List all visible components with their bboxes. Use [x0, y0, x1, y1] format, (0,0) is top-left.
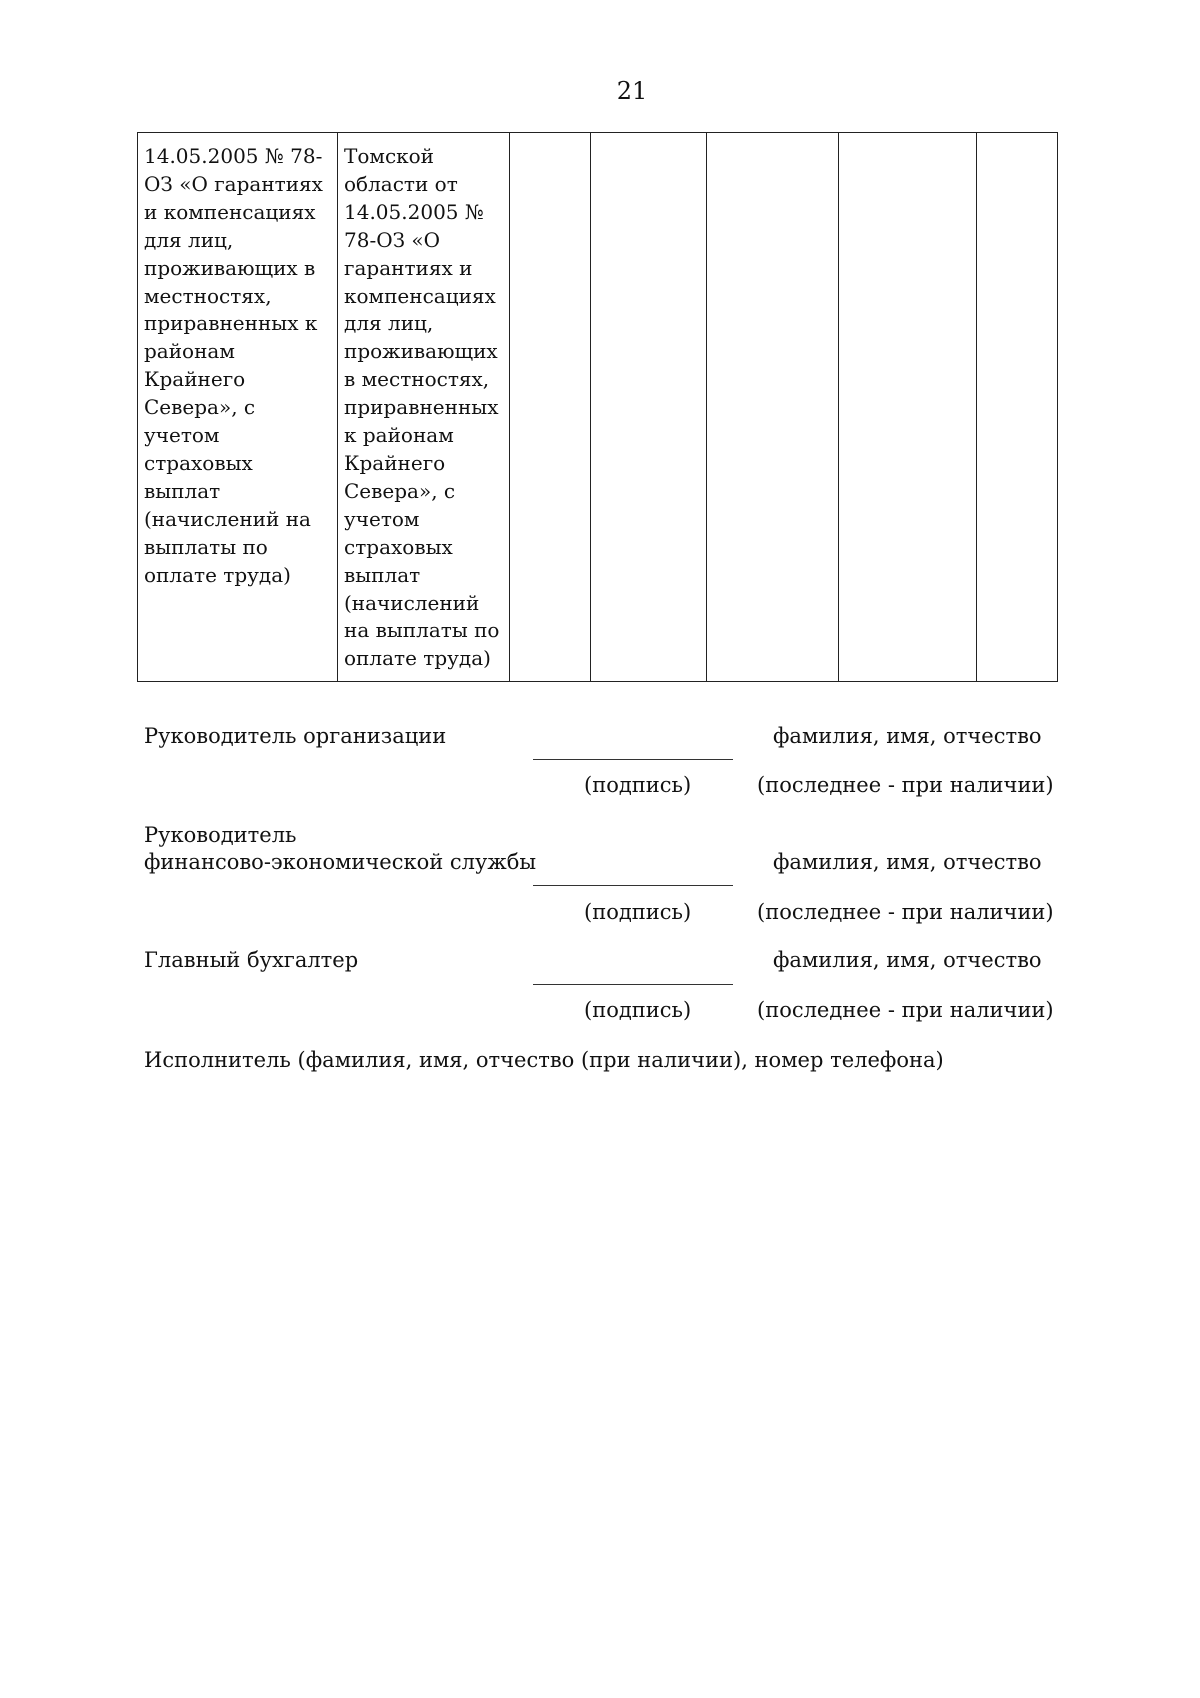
accountant-patronymic-caption: (последнее - при наличии): [757, 998, 1054, 1022]
executor-line: Исполнитель (фамилия, имя, отчество (при наличии), номер телефона): [144, 1048, 944, 1072]
finance-patronymic-caption: (последнее - при наличии): [757, 900, 1054, 924]
table-cell-empty: [707, 133, 839, 682]
head-title: Руководитель организации: [144, 724, 447, 748]
accountant-signature-line: [533, 984, 733, 985]
finance-title-line1: Руководитель: [144, 823, 297, 847]
finance-name-hint: фамилия, имя, отчество: [773, 850, 1042, 874]
table-cell-empty: [510, 133, 591, 682]
head-name-hint: фамилия, имя, отчество: [773, 724, 1042, 748]
table-cell-empty: [591, 133, 707, 682]
accountant-title: Главный бухгалтер: [144, 948, 359, 972]
data-table: [137, 132, 1058, 682]
table-cell-empty: [839, 133, 977, 682]
finance-title-line2: финансово-экономической службы: [144, 850, 537, 874]
finance-signature-line: [533, 885, 733, 886]
head-signature-caption: (подпись): [584, 773, 692, 797]
head-patronymic-caption: (последнее - при наличии): [757, 773, 1054, 797]
table-row: [138, 133, 1058, 682]
finance-signature-caption: (подпись): [584, 900, 692, 924]
page-number: 21: [616, 77, 648, 105]
table-cell-law-reference: 14.05.2005 № 78- ОЗ «О гарантиях и компенсациях для лиц, проживающих в местностях, приравненных к районам Крайнего Севера», с учетом страховых выплат (начислений на выплаты по оплате труда): [138, 133, 338, 682]
head-signature-line: [533, 759, 733, 760]
accountant-name-hint: фамилия, имя, отчество: [773, 948, 1042, 972]
table-cell-empty: [977, 133, 1058, 682]
accountant-signature-caption: (подпись): [584, 998, 692, 1022]
table-cell-law-reference-region: Томской области от 14.05.2005 № 78-ОЗ «О гарантиях и компенсациях для лиц, проживающих в местностях, приравненных к районам Крайнего Севера», с учетом страховых выплат (начислений на выплаты по оплате труда): [338, 133, 510, 682]
